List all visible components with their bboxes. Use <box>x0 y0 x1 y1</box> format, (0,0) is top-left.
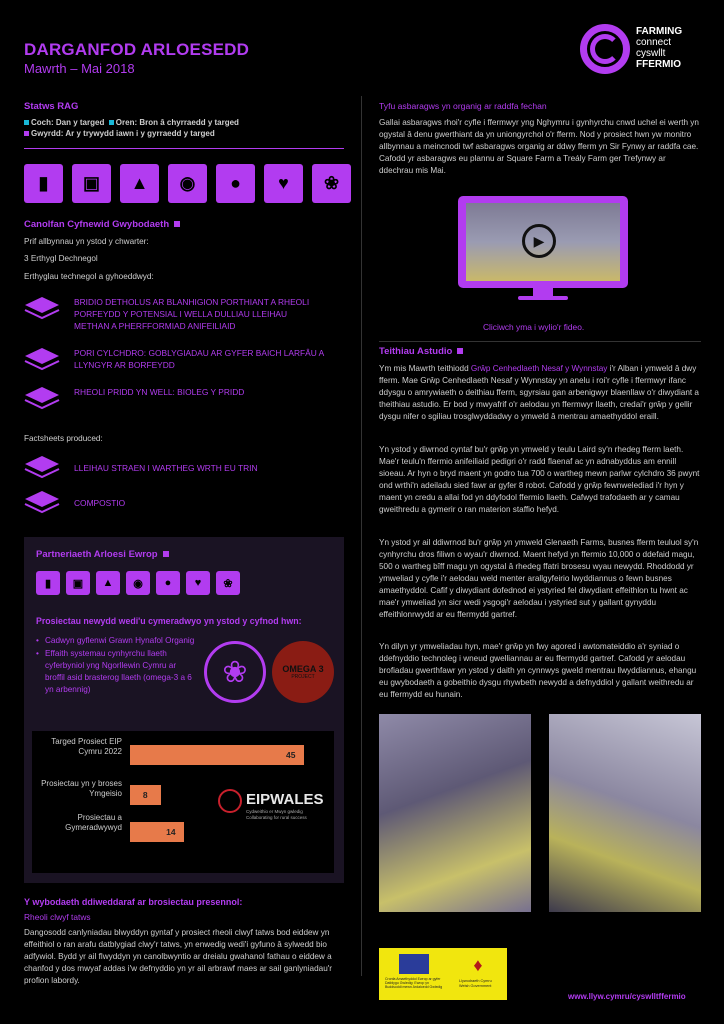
chicken-icon: ♥ <box>264 164 303 203</box>
tree-icon: ▲ <box>96 571 120 595</box>
omega3-project-badge <box>272 641 334 703</box>
omega3-badge-line1: OMEGA 3 <box>282 664 324 674</box>
article-item[interactable] <box>24 296 324 332</box>
eip-icon-row <box>36 571 240 595</box>
heading-square-icon <box>457 348 463 354</box>
articles-label: Erthyglau technegol a gyhoeddwyd: <box>24 272 154 281</box>
study-heading-text: Teithiau Astudio <box>379 346 453 357</box>
rag-green-label: Gwyrdd: Ar y trywydd iawn i y gyrraedd y targed <box>31 129 215 138</box>
pig-icon: ◉ <box>168 164 207 203</box>
tree-icon: ▲ <box>120 164 159 203</box>
logo-wordmark <box>636 26 682 70</box>
study-p1-post: i'r Alban i ymweld â dwy fferm. Mae Grŵp Cenhedlaeth Nesaf y Wynnstay yn anelu i roi'r cyfle i ffermwyr ifanc ddysgu o amrywiaeth o deithiau fferm, sgyrsiau gan arbenigwyr blaenllaw o'r diwydiant a theithiau astudio. Er bod y mwyafrif o'r aelodau yn ffermwyr llaeth, credai'r grŵp y gellir dysgu nifer o sgiliau trosglwyddadwy o ymweld â mentrau amaethyddol eraill. <box>379 364 699 421</box>
rag-heading <box>24 101 78 112</box>
rag-green-swatch <box>24 131 29 136</box>
rag-red-label: Coch: Dan y targed <box>31 118 105 127</box>
layers-icon <box>24 296 60 322</box>
projects-heading: Prosiectau newydd wedi'u cymeradwyo yn ystod y cyfnod hwn: <box>36 616 302 626</box>
eip-wales-wordmark: EIPWALES <box>246 791 324 808</box>
project-title[interactable]: Cadwyn gyflenwi Grawn Hynafol Organig <box>45 636 195 645</box>
asparagus-heading: Tyfu asbaragws yn organig ar raddfa fechan <box>379 101 547 111</box>
monitor-base <box>518 296 568 300</box>
omega3-badge-line2: PROJECT <box>291 674 315 680</box>
rag-amber-label: Oren: Bron â chyrraedd y targed <box>115 118 239 127</box>
leaf-icon: ❀ <box>216 571 240 595</box>
article-title[interactable]: RHEOLI PRIDD YN WELL: BIOLEG Y PRIDD <box>74 387 245 397</box>
video-player[interactable] <box>458 196 628 300</box>
projects-list <box>36 635 196 696</box>
leaf-icon: ❀ <box>312 164 351 203</box>
funder-logos <box>379 948 507 1000</box>
factsheet-title[interactable]: LLEIHAU STRAEN I WARTHEG WRTH EU TRIN <box>74 463 258 473</box>
latest-subheading: Rheoli clwyf tatws <box>24 912 91 922</box>
eip-projects-chart <box>32 731 334 873</box>
sector-icon-row <box>24 164 351 203</box>
article-item[interactable] <box>24 386 324 412</box>
bar-category-label: Targed Prosiect EIP Cymru 2022 <box>51 737 122 756</box>
logo-line2: connect <box>636 37 672 48</box>
rag-red-swatch <box>24 120 29 125</box>
dairy-cow-icon: ▣ <box>66 571 90 595</box>
dairy-cow-icon: ▣ <box>72 164 111 203</box>
welsh-dragon-icon: ♦ <box>473 955 483 975</box>
milk-bottle-icon: ▮ <box>24 164 63 203</box>
articles-count: 3 Erthygl Dechnegol <box>24 254 98 263</box>
study-photo-2 <box>549 714 701 912</box>
bullet-icon: • <box>36 649 39 658</box>
outputs-label: Prif allbynnau yn ystod y chwarter: <box>24 237 149 246</box>
video-caption-link[interactable]: Cliciwch yma i wylio'r fideo. <box>483 322 585 332</box>
project-item[interactable] <box>36 635 196 647</box>
layers-icon <box>24 490 60 516</box>
rag-heading-b: RAG <box>57 101 79 112</box>
page-subtitle: Mawrth – Mai 2018 <box>24 61 135 76</box>
farming-connect-logo <box>580 24 700 80</box>
heading-square-icon <box>174 221 180 227</box>
grain-icon: ❀ <box>204 641 266 703</box>
rag-heading-a: Statws <box>24 101 55 112</box>
latest-body: Dangosodd canlyniadau blwyddyn gyntaf y prosiect rheoli clwyf tatws bod eiddew yn effeithiol o ran arafu datblygiad clwy'r tatws, yn enwedig wedi'i gyfuno â sylwedd bio adfywiol. Bydd yr ail flwyddyn yn canolbwyntio ar dreialu gwahanol fathau o eiddew a chanfod y dos mwyaf addas i'w defnyddio yn yr ail arbrawf maes ar sail ganlyniadau'r profion labordy. <box>24 928 333 985</box>
study-paragraph-1 <box>379 363 701 423</box>
wynnstay-group-link[interactable]: Grŵp Cenhedlaeth Nesaf y Wynnstay <box>470 364 608 373</box>
pig-icon: ◉ <box>126 571 150 595</box>
eip-panel <box>24 537 344 883</box>
eip-wales-bulb-icon <box>218 789 242 813</box>
exchange-heading-text: Canolfan Cyfnewid Gwybodaeth <box>24 219 170 230</box>
exchange-heading <box>24 219 180 230</box>
sheep-icon: ● <box>216 164 255 203</box>
asparagus-body: Gallai asbaragws rhoi'r cyfle i ffermwyr yng Nghymru i gynhyrchu cnwd uchel ei werth yn ogystal â denu gwerthiant da yn uniongyrchol o'r fferm. Nod y prosiect hwn yw monitro allbynnau a meincnodi twf asbaragws organig ar ddwy fferm yn Sir Fynwy ar raddfa cae. Cafodd yr asbaragws eu plannu ar Square Farm a Treály Farm ger Trefynwy ar ddechrau mis Mai. <box>379 118 699 175</box>
logo-line4: FFERMIO <box>636 59 681 70</box>
column-divider <box>361 96 362 976</box>
study-heading <box>379 346 463 357</box>
study-p1-pre: Ym mis Mawrth teithiodd <box>379 364 471 373</box>
bar <box>130 745 304 765</box>
study-photo-1 <box>379 714 531 912</box>
study-paragraph-3: Yn ystod yr ail ddiwrnod bu'r grŵp yn ymweld Glenaeth Farms, busnes fferm teuluol sy'n cynhyrchu dros filiwn o wyau'r diwrnod. Maent hefyd yn ffermio 10,000 o ddefaid magu, 500 o wartheg bîff magu yn ogystal â rhedeg ffatri brosesu wyau newydd. Rhoddodd yr ymweliad y cyfle i'r aelodau weld menter arallgyfeirio lwyddiannus o fewn busnes amaethyddol. Cafif y diwydiant dofednod ei ystyried fel diwydiant effeithlon tu hwnt ac mae'r ymweliad yn sicr wedi ysgogi'r aelodau i ystyried sut y gallant gynyddu effeithlonrwydd ar eu ffermydd gartref. <box>379 538 699 619</box>
eu-flag-icon <box>399 954 429 974</box>
eu-fund-text: Cronfa Amaethyddol Ewrop ar gyfer Datblygu Gwledig: Ewrop yn Buddsoddi mewn Ardaloedd Gwledig <box>385 977 443 989</box>
sheep-icon: ● <box>156 571 180 595</box>
layers-icon <box>24 347 60 373</box>
eip-heading-text: Partneriaeth Arloesi Ewrop <box>36 549 158 560</box>
play-icon[interactable]: ▶ <box>522 224 556 258</box>
heading-square-icon <box>163 551 169 557</box>
factsheet-item[interactable] <box>24 490 324 516</box>
footer-url[interactable]: www.llyw.cymru/cyswlltffermio <box>568 992 686 1001</box>
study-paragraph-4: Yn dilyn yr ymweliadau hyn, mae'r grŵp yn fwy agored i awtomateiddio a'r syniad o ddefnyddio technoleg i wneud gwelliannau ar eu ffermydd gartref. Cafodd yr aelodau brofiadau gwerthfawr yn ystod y daith yn cynnwys gweld mentrau llwyddiannus, ehangu eu gwybodaeth a gobeithio dysgu rhywbeth newydd a defnyddiol y gallant weithredu ar eu ffermydd eu hunain. <box>379 642 697 699</box>
eip-heading <box>36 549 169 560</box>
bar-value-label: 8 <box>142 790 148 800</box>
project-title[interactable]: Effaith systemau cynhyrchu llaeth cyferbyniol yng Ngorllewin Cymru ar broffil asid brasterog llaeth (omega-3 a 6 yn arbennig) <box>45 649 192 694</box>
logo-inner-ring-icon <box>590 34 620 64</box>
project-item[interactable] <box>36 648 196 696</box>
divider <box>24 148 344 149</box>
bar-category-label: Prosiectau yn y broses Ymgeisio <box>41 779 122 798</box>
bar-category-label: Prosiectau a Gymeradwywyd <box>65 813 122 832</box>
welsh-government-text: Llywodraeth Cymru Welsh Government <box>459 979 492 988</box>
layers-icon <box>24 455 60 481</box>
divider <box>379 341 701 342</box>
milk-bottle-icon: ▮ <box>36 571 60 595</box>
bar-value-label: 45 <box>286 750 296 760</box>
article-item[interactable] <box>24 347 324 373</box>
bar-value-label: 14 <box>166 827 176 837</box>
layers-icon <box>24 386 60 412</box>
bar <box>130 822 184 842</box>
factsheet-item[interactable] <box>24 455 324 481</box>
bullet-icon: • <box>36 636 39 645</box>
eip-wales-logo <box>218 787 328 833</box>
factsheet-title[interactable]: COMPOSTIO <box>74 498 126 508</box>
rag-amber-swatch <box>109 120 114 125</box>
rag-legend <box>24 117 344 139</box>
page-title: DARGANFOD ARLOESEDD <box>24 40 250 59</box>
article-title[interactable]: BRIDIO DETHOLUS AR BLANHIGION PORTHIANT A RHEOLI PORFEYDD Y POTENSIAL I WELLA DULLIAU LLEIHAU METHAN A PHERFFORMIAD ANIFEILIAID <box>74 297 310 331</box>
study-paragraph-2: Yn ystod y diwrnod cyntaf bu'r grŵp yn ymweld y teulu Laird sy'n rhedeg fferm laeth. Mae'r teulu'n ffermio anifeiliaid pedigri o'r radd flaenaf ac yn adnabyddus am ennill sioeau. Ar hyn o bryd maent yn godro tua 700 o wartheg mewn parlwr cylchdro 36 pwynt ond wrthi'n adeiladu sied fawr ar gyfer 8 robot. Cafodd y grŵp fewnwelediad i'r hyn y maent yn credu a allai fod yn ddyfodol ffermio llaeth. Cafwyd trafodaeth ar y camau gweithredu a gymerir o ran materion staffio hefyd. <box>379 445 700 514</box>
eip-wales-tagline: Cydweithio er Mwyn gwledig Collaborating for rural success <box>246 809 307 820</box>
chicken-icon: ♥ <box>186 571 210 595</box>
logo-line1: FARMING <box>636 26 683 37</box>
factsheets-label: Factsheets produced: <box>24 434 103 443</box>
latest-heading: Y wybodaeth ddiweddaraf ar brosiectau presennol: <box>24 897 243 907</box>
article-title[interactable]: PORI CYLCHDRO: GOBLYGIADAU AR GYFER BAICH LARFÂU A LLYNGYR AR BORFEYDD <box>74 348 324 370</box>
logo-line3: cyswllt <box>636 48 666 59</box>
